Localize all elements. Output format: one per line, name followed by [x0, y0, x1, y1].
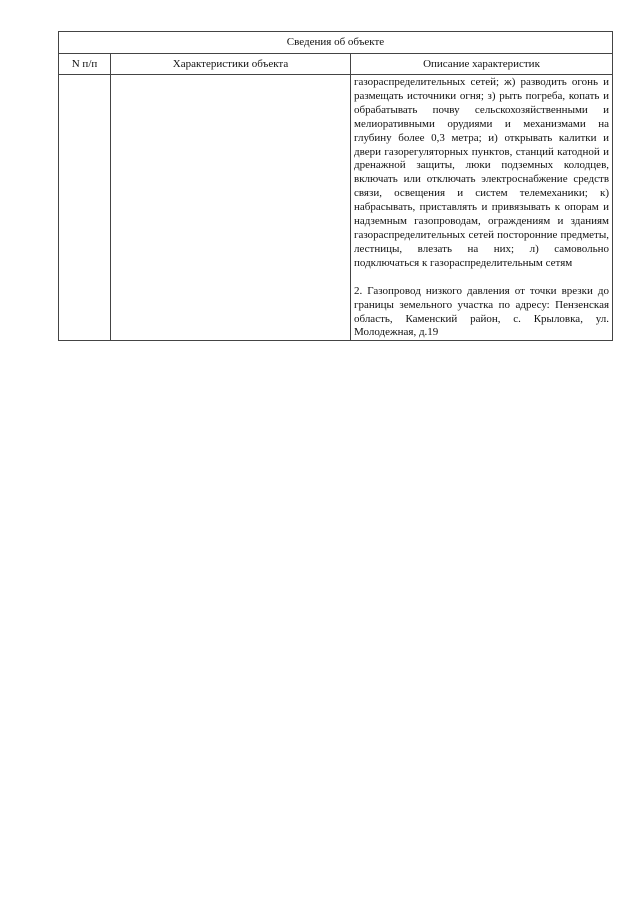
row-number-cell: [59, 75, 111, 341]
column-header-number: N п/п: [59, 54, 111, 75]
paragraph-gap: [354, 271, 609, 285]
table-row: [59, 75, 613, 341]
column-header-description: Описание характеристик: [351, 54, 613, 75]
column-header-characteristics: Характеристики объекта: [111, 54, 351, 75]
table-title: Сведения об объекте: [59, 32, 613, 54]
object-info-table: [58, 31, 613, 341]
row-description-cell: [351, 75, 613, 341]
row-characteristic-cell: [111, 75, 351, 341]
description-paragraph-1: газораспределительных сетей; ж) разводить огонь и размещать источники огня; з) рыть погреба, копать и обрабатывать почву сельскохозяйственными и мелиоративными орудиями и механизмами на глубину более 0,3 метра; и) открывать калитки и двери газорегуляторных пунктов, станций катодной и дренажной защиты, люки подземных колодцев, включать или отключать электроснабжение средств связи, освещения и систем телемеханики; к) набрасывать, приставлять и привязывать к опорам и надземным газопроводам, ограждениям и зданиям газораспределительных сетей посторонние предметы, лестницы, влезать на них; л) самовольно подключаться к газораспределительным сетям: [354, 76, 610, 269]
description-paragraph-2: 2. Газопровод низкого давления от точки врезки до границы земельного участка по адресу: Пензенская область, Каменский район, с. Крыловка, ул. Молодежная, д.19: [354, 284, 610, 339]
